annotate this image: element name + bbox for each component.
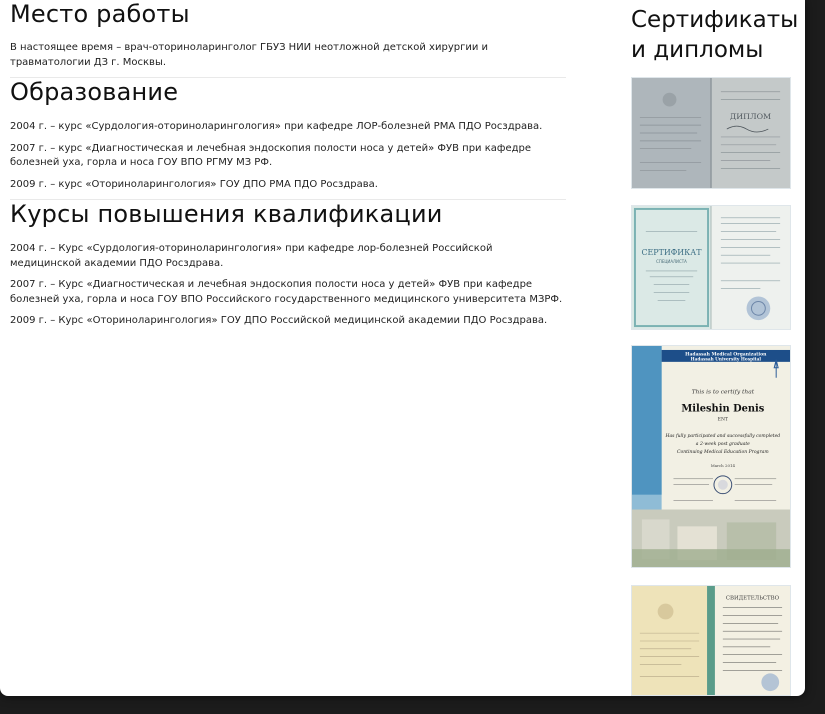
hadassah-line3: Continuing Medical Education Program [677,450,769,456]
courses-section [10,200,566,329]
hadassah-certificate-thumbnail-icon [632,346,790,567]
education-entry: 2004 г. – курс «Сурдология-оториноларингология» при кафедре ЛОР-болезней РМА ПДО Росздрава. [10,121,543,132]
diploma-thumbnail[interactable] [631,77,791,189]
diploma-heading: ДИПЛОМ [729,112,772,122]
diploma-thumbnail-icon [632,78,790,188]
certificate-booklet-thumbnail[interactable] [631,585,791,696]
certificate-heading: СЕРТИФИКАТ [641,248,702,258]
education-entry: 2009 г. – курс «Оториноларингология» ГОУ ДПО РМА ПДО Росздрава. [10,178,378,190]
certificate-booklet-thumbnail-icon [632,586,790,695]
hadassah-specialty: ENT [717,417,729,423]
certificate-thumbnail-icon [632,206,790,329]
hadassah-date: March 2014 [710,462,735,468]
hadassah-certificate-thumbnail[interactable] [631,345,791,568]
certificates-sidebar [630,0,805,602]
certificate-subheading: СПЕЦИАЛИСТА [656,259,687,265]
hadassah-certify: This is to certify that [691,388,755,396]
course-entry: 2009 г. – Курс «Оториноларингология» ГОУ ДПО Российской медицинской академии ПДО Росздрава. [10,315,548,326]
hadassah-line2: a 2-week post graduate [695,442,750,448]
sidebar-title-line2: и дипломы [631,37,764,63]
course-entry: 2004 г. – Курс «Сурдология-оториноларингология» при кафедре лор-болезней Российской медицинской академии ПДО Росздрава. [10,243,493,269]
main-column [10,0,566,336]
courses-title: Курсы повышения квалификации [10,200,443,228]
hadassah-hospital: Hadassah University Hospital [690,357,762,363]
course-entry: 2007 г. – Курс «Диагностическая и лечебная эндоскопия полости носа у детей» ФУВ при кафедре болезней уха, горла и носа ГОУ ВПО Российского государственного медицинского университета МЗРФ. [10,279,563,305]
hadassah-name: Mileshin Denis [681,403,765,415]
workplace-section [10,0,566,70]
booklet-heading: СВИДЕТЕЛЬСТВО [725,595,780,602]
workplace-text: В настоящее время – врач-оториноларинголог ГБУЗ НИИ неотложной детской хирургии и травматологии ДЗ г. Москвы. [10,42,489,68]
sidebar-title-line1: Сертификаты [631,7,799,33]
education-section [10,78,566,192]
sidebar-title [631,5,805,65]
hadassah-org: Hadassah Medical Organization [685,352,767,358]
hadassah-line1: Has fully participated and successfully completed [665,434,781,440]
certificate-thumbnail[interactable] [631,205,791,330]
education-entry: 2007 г. – курс «Диагностическая и лечебная эндоскопия полости носа у детей» ФУВ при кафедре болезней уха, горла и носа ГОУ ВПО РГМУ МЗ РФ. [10,142,532,168]
education-title: Образование [10,78,179,106]
workplace-title: Место работы [10,0,190,28]
